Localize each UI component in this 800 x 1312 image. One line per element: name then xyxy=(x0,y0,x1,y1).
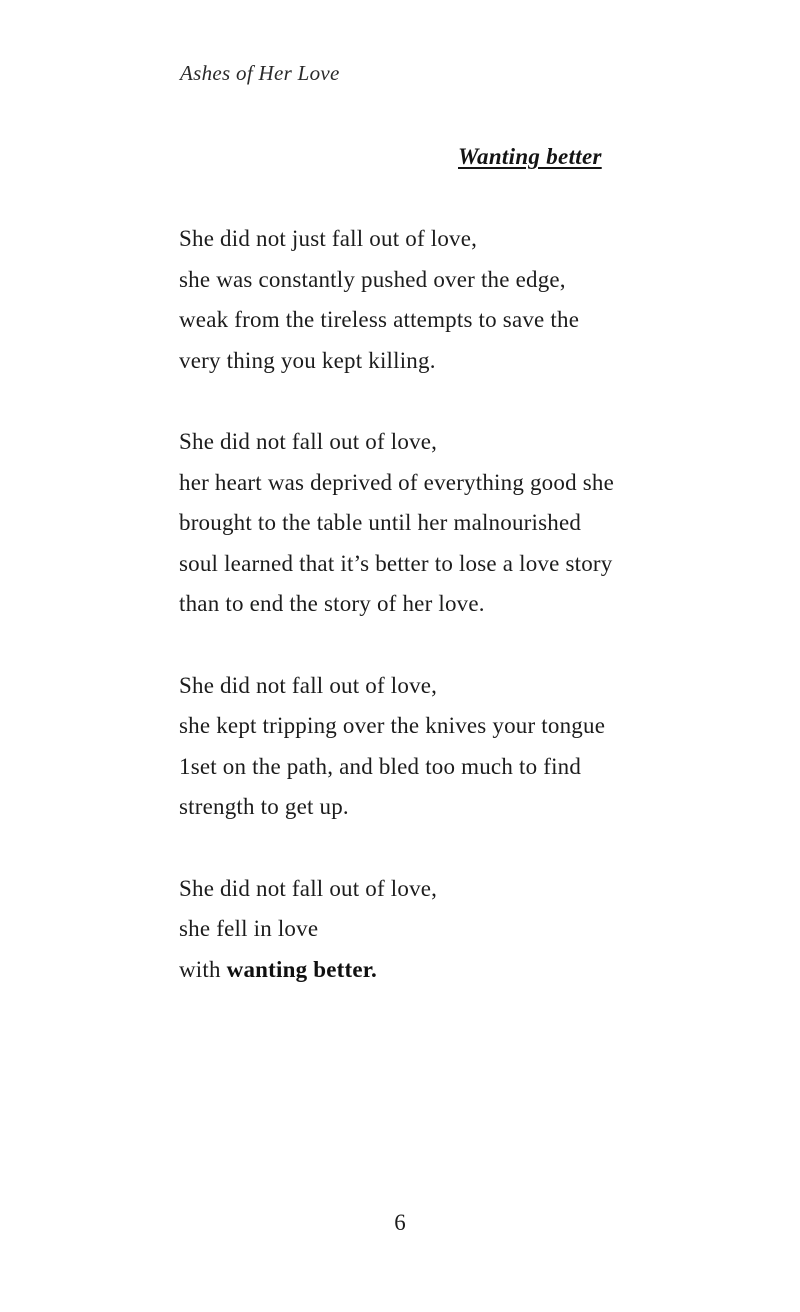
stanza-3 xyxy=(179,666,614,828)
poem-body xyxy=(179,219,614,1031)
poem-line: She did not fall out of love, xyxy=(179,875,438,901)
stanza-2 xyxy=(179,422,614,625)
poem-line: soul learned that it’s better to lose a love story xyxy=(179,550,613,576)
running-header: Ashes of Her Love xyxy=(180,61,340,85)
poem-line: She did not fall out of love, xyxy=(179,672,438,698)
poem-line: than to end the story of her love. xyxy=(179,591,485,617)
poem-line: strength to get up. xyxy=(179,794,349,820)
poem-line: she fell in love xyxy=(179,916,319,942)
poem-line: her heart was deprived of everything good she xyxy=(179,469,614,495)
poem-title: Wanting better xyxy=(458,144,602,169)
final-line-bold-text: wanting better. xyxy=(226,956,378,982)
poem-line: weak from the tireless attempts to save the xyxy=(179,307,580,333)
poem-line: she kept tripping over the knives your tongue xyxy=(179,713,606,739)
poem-line: very thing you kept killing. xyxy=(179,347,436,373)
poem-line-final xyxy=(179,950,614,991)
final-line-prefix: with xyxy=(179,956,227,982)
poem-line: brought to the table until her malnourished xyxy=(179,510,582,536)
poem-line: She did not fall out of love, xyxy=(179,428,438,454)
stanza-4 xyxy=(179,869,614,991)
poem-line: she was constantly pushed over the edge, xyxy=(179,266,566,292)
poem-line: 1set on the path, and bled too much to find xyxy=(179,753,582,779)
stanza-1 xyxy=(179,219,614,381)
page-number: 6 xyxy=(394,1210,406,1235)
poem-line: She did not just fall out of love, xyxy=(179,226,478,251)
